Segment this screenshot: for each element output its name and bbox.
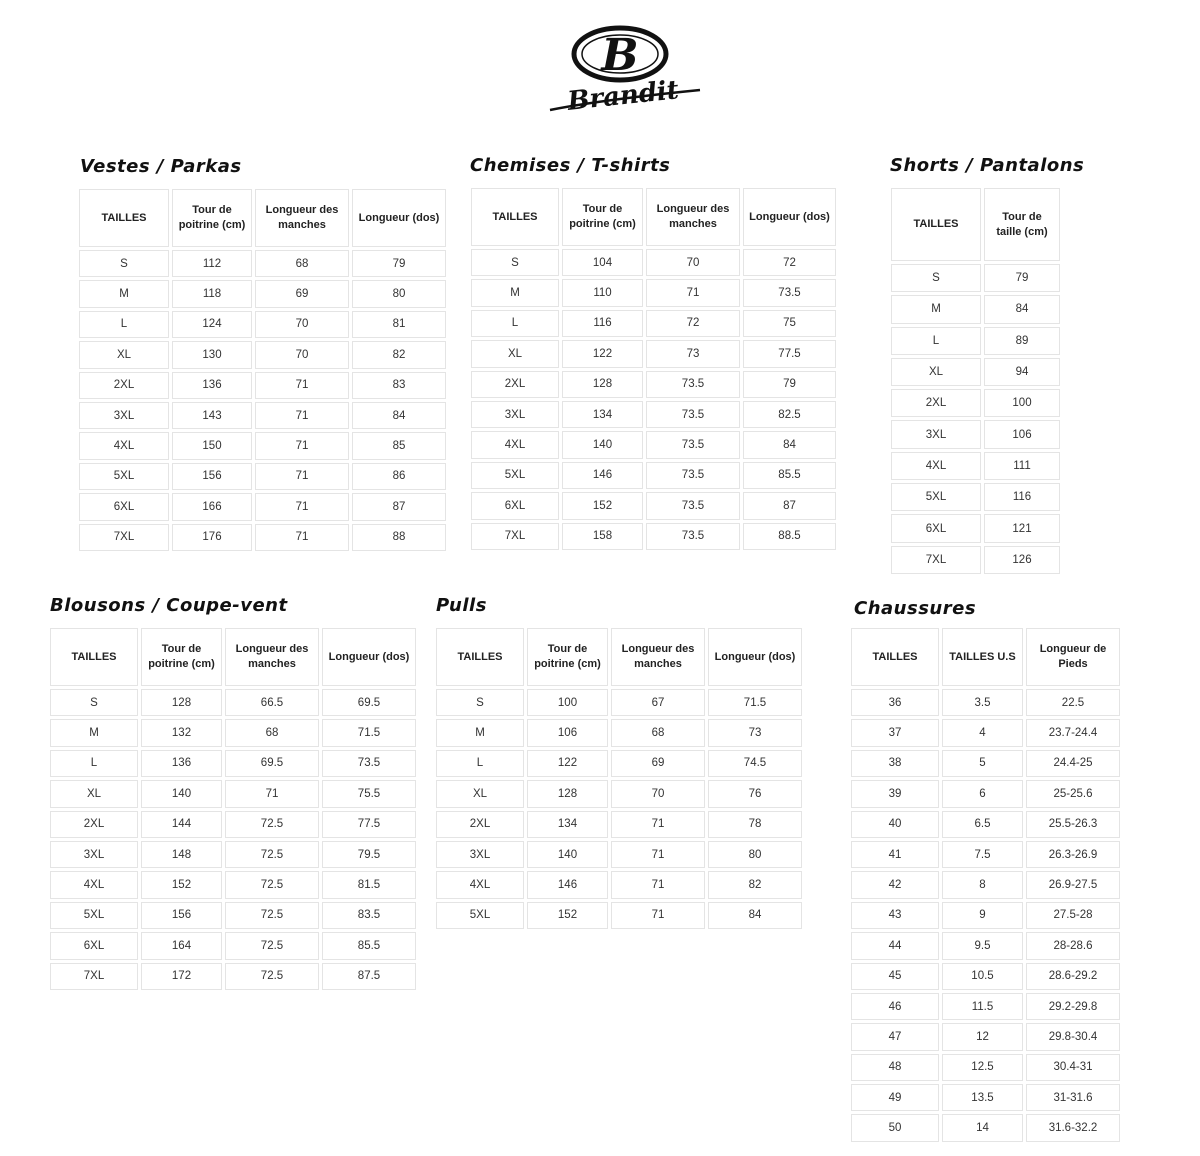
- table-cell: 172: [141, 963, 222, 990]
- table-header-cell: Longueur de Pieds: [1026, 628, 1120, 686]
- table-cell: 71: [611, 811, 705, 838]
- size-label-cell: 7XL: [50, 963, 138, 990]
- table-cell: 87: [352, 493, 446, 520]
- table-cell: 85: [352, 432, 446, 459]
- size-label-cell: 2XL: [50, 811, 138, 838]
- table-header-cell: Longueur des manches: [225, 628, 319, 686]
- size-label-cell: 2XL: [79, 372, 169, 399]
- size-label-cell: S: [79, 250, 169, 277]
- table-cell: 156: [172, 463, 252, 490]
- table-cell: 71: [255, 524, 349, 551]
- table-cell: 112: [172, 250, 252, 277]
- table-cell: 150: [172, 432, 252, 459]
- table-cell: 152: [527, 902, 608, 929]
- table-header-cell: TAILLES: [50, 628, 138, 686]
- table-cell: 80: [708, 841, 802, 868]
- size-label-cell: 5XL: [891, 483, 981, 511]
- size-label-cell: 37: [851, 719, 939, 746]
- table-cell: 83.5: [322, 902, 416, 929]
- table-cell: 23.7-24.4: [1026, 719, 1120, 746]
- table-header-cell: TAILLES: [79, 189, 169, 247]
- table-cell: 82: [708, 871, 802, 898]
- table-cell: 73.5: [322, 750, 416, 777]
- size-label-cell: XL: [471, 340, 559, 367]
- size-label-cell: L: [436, 750, 524, 777]
- table-header-cell: Longueur (dos): [743, 188, 836, 246]
- size-label-cell: 40: [851, 811, 939, 838]
- size-label-cell: 6XL: [79, 493, 169, 520]
- table-cell: 130: [172, 341, 252, 368]
- size-label-cell: 47: [851, 1023, 939, 1050]
- table-cell: 72: [646, 310, 740, 337]
- table-cell: 68: [255, 250, 349, 277]
- table-cell: 128: [141, 689, 222, 716]
- table-cell: 106: [984, 420, 1060, 448]
- logo-emblem: [574, 28, 666, 81]
- table-cell: 31-31.6: [1026, 1084, 1120, 1111]
- table-cell: 111: [984, 452, 1060, 480]
- table-cell: 73.5: [646, 523, 740, 550]
- table-cell: 70: [255, 311, 349, 338]
- table-cell: 74.5: [708, 750, 802, 777]
- table-cell: 72.5: [225, 841, 319, 868]
- table-cell: 73.5: [743, 279, 836, 306]
- table-cell: 68: [611, 719, 705, 746]
- size-label-cell: L: [50, 750, 138, 777]
- size-label-cell: M: [50, 719, 138, 746]
- size-label-cell: 7XL: [891, 546, 981, 574]
- table-cell: 4: [942, 719, 1023, 746]
- table-cell: 71: [255, 463, 349, 490]
- table-cell: 140: [562, 431, 643, 458]
- table-cell: 176: [172, 524, 252, 551]
- size-label-cell: 5XL: [471, 462, 559, 489]
- size-label-cell: 3XL: [79, 402, 169, 429]
- size-label-cell: 6XL: [891, 514, 981, 542]
- size-label-cell: 3XL: [891, 420, 981, 448]
- table-cell: 27.5-28: [1026, 902, 1120, 929]
- table-cell: 152: [562, 492, 643, 519]
- size-label-cell: 39: [851, 780, 939, 807]
- size-label-cell: 5XL: [436, 902, 524, 929]
- size-label-cell: XL: [79, 341, 169, 368]
- table-cell: 5: [942, 750, 1023, 777]
- size-label-cell: 4XL: [891, 452, 981, 480]
- size-label-cell: 38: [851, 750, 939, 777]
- table-cell: 28-28.6: [1026, 932, 1120, 959]
- table-cell: 89: [984, 327, 1060, 355]
- table-cell: 71.5: [708, 689, 802, 716]
- table-header-cell: Tour de poitrine (cm): [141, 628, 222, 686]
- table-header-cell: Longueur des manches: [646, 188, 740, 246]
- size-table-pulls: [436, 628, 802, 929]
- size-label-cell: XL: [50, 780, 138, 807]
- size-label-cell: M: [471, 279, 559, 306]
- size-label-cell: 45: [851, 963, 939, 990]
- size-table-vestes: [79, 189, 446, 551]
- table-cell: 71: [611, 871, 705, 898]
- table-cell: 73.5: [646, 462, 740, 489]
- section-chemises: [470, 155, 670, 176]
- table-cell: 164: [141, 932, 222, 959]
- size-label-cell: 7XL: [79, 524, 169, 551]
- table-cell: 80: [352, 280, 446, 307]
- table-header-cell: TAILLES: [851, 628, 939, 686]
- table-cell: 71: [255, 432, 349, 459]
- table-cell: 84: [708, 902, 802, 929]
- table-cell: 10.5: [942, 963, 1023, 990]
- table-cell: 26.9-27.5: [1026, 871, 1120, 898]
- section-title-pulls: Pulls: [436, 595, 487, 616]
- table-cell: 88.5: [743, 523, 836, 550]
- table-cell: 140: [527, 841, 608, 868]
- size-table-chemises: [471, 188, 836, 550]
- section-blousons: [50, 595, 288, 616]
- table-cell: 132: [141, 719, 222, 746]
- table-cell: 116: [984, 483, 1060, 511]
- table-cell: 84: [743, 431, 836, 458]
- table-header-cell: Longueur (dos): [352, 189, 446, 247]
- table-cell: 86: [352, 463, 446, 490]
- table-cell: 11.5: [942, 993, 1023, 1020]
- table-cell: 71: [255, 493, 349, 520]
- table-cell: 124: [172, 311, 252, 338]
- table-cell: 71: [611, 902, 705, 929]
- size-label-cell: 6XL: [471, 492, 559, 519]
- table-cell: 87: [743, 492, 836, 519]
- size-table-chaussures: [851, 628, 1120, 1142]
- table-cell: 71: [611, 841, 705, 868]
- size-label-cell: 4XL: [79, 432, 169, 459]
- table-cell: 166: [172, 493, 252, 520]
- table-header-cell: Tour de poitrine (cm): [562, 188, 643, 246]
- table-cell: 94: [984, 358, 1060, 386]
- table-cell: 88: [352, 524, 446, 551]
- table-cell: 158: [562, 523, 643, 550]
- size-label-cell: 41: [851, 841, 939, 868]
- table-cell: 118: [172, 280, 252, 307]
- table-cell: 100: [984, 389, 1060, 417]
- table-cell: 81.5: [322, 871, 416, 898]
- table-cell: 122: [527, 750, 608, 777]
- size-label-cell: 2XL: [436, 811, 524, 838]
- size-label-cell: M: [436, 719, 524, 746]
- table-cell: 68: [225, 719, 319, 746]
- table-cell: 71: [255, 372, 349, 399]
- table-cell: 84: [984, 295, 1060, 323]
- table-cell: 66.5: [225, 689, 319, 716]
- size-label-cell: 4XL: [471, 431, 559, 458]
- logo-wordmark: Brandit: [566, 75, 681, 117]
- table-cell: 110: [562, 279, 643, 306]
- table-cell: 73: [646, 340, 740, 367]
- table-cell: 6: [942, 780, 1023, 807]
- table-header-cell: TAILLES U.S: [942, 628, 1023, 686]
- table-cell: 79: [352, 250, 446, 277]
- table-header-cell: Tour de taille (cm): [984, 188, 1060, 261]
- table-cell: 143: [172, 402, 252, 429]
- table-cell: 85.5: [322, 932, 416, 959]
- section-shorts: [890, 155, 1084, 176]
- table-cell: 73.5: [646, 431, 740, 458]
- size-label-cell: 6XL: [50, 932, 138, 959]
- section-pulls: [436, 595, 487, 616]
- table-cell: 79: [743, 371, 836, 398]
- size-label-cell: 2XL: [471, 371, 559, 398]
- table-cell: 128: [562, 371, 643, 398]
- table-cell: 128: [527, 780, 608, 807]
- brandit-logo: [540, 18, 710, 118]
- table-cell: 25-25.6: [1026, 780, 1120, 807]
- size-label-cell: S: [471, 249, 559, 276]
- table-cell: 134: [527, 811, 608, 838]
- section-vestes: [80, 156, 242, 177]
- table-cell: 14: [942, 1114, 1023, 1141]
- table-header-cell: Tour de poitrine (cm): [527, 628, 608, 686]
- table-cell: 69.5: [225, 750, 319, 777]
- table-cell: 144: [141, 811, 222, 838]
- size-label-cell: 46: [851, 993, 939, 1020]
- table-cell: 156: [141, 902, 222, 929]
- section-title-chemises: Chemises / T-shirts: [470, 155, 671, 176]
- size-label-cell: XL: [891, 358, 981, 386]
- section-title-blousons: Blousons / Coupe-vent: [50, 595, 288, 616]
- table-cell: 77.5: [743, 340, 836, 367]
- table-cell: 140: [141, 780, 222, 807]
- table-cell: 28.6-29.2: [1026, 963, 1120, 990]
- size-label-cell: S: [50, 689, 138, 716]
- table-cell: 85.5: [743, 462, 836, 489]
- table-cell: 77.5: [322, 811, 416, 838]
- size-label-cell: 7XL: [471, 523, 559, 550]
- table-cell: 87.5: [322, 963, 416, 990]
- table-cell: 22.5: [1026, 689, 1120, 716]
- table-cell: 73: [708, 719, 802, 746]
- size-label-cell: 5XL: [50, 902, 138, 929]
- size-label-cell: 43: [851, 902, 939, 929]
- table-cell: 116: [562, 310, 643, 337]
- table-cell: 70: [646, 249, 740, 276]
- table-cell: 6.5: [942, 811, 1023, 838]
- table-header-cell: Longueur (dos): [322, 628, 416, 686]
- section-title-vestes: Vestes / Parkas: [80, 156, 242, 177]
- table-cell: 73.5: [646, 401, 740, 428]
- size-table-blousons: [50, 628, 416, 990]
- size-label-cell: 44: [851, 932, 939, 959]
- table-cell: 73.5: [646, 371, 740, 398]
- table-cell: 82: [352, 341, 446, 368]
- table-header-cell: TAILLES: [436, 628, 524, 686]
- table-cell: 136: [141, 750, 222, 777]
- size-label-cell: 48: [851, 1054, 939, 1081]
- size-label-cell: S: [891, 264, 981, 292]
- table-cell: 134: [562, 401, 643, 428]
- table-cell: 100: [527, 689, 608, 716]
- section-chaussures: [854, 598, 976, 619]
- size-table-shorts: [891, 188, 1060, 574]
- table-cell: 146: [527, 871, 608, 898]
- table-header-cell: Longueur (dos): [708, 628, 802, 686]
- section-title-shorts: Shorts / Pantalons: [890, 155, 1085, 176]
- table-cell: 26.3-26.9: [1026, 841, 1120, 868]
- table-cell: 75: [743, 310, 836, 337]
- table-cell: 79.5: [322, 841, 416, 868]
- table-cell: 12: [942, 1023, 1023, 1050]
- table-cell: 13.5: [942, 1084, 1023, 1111]
- table-cell: 72.5: [225, 932, 319, 959]
- size-label-cell: S: [436, 689, 524, 716]
- table-cell: 122: [562, 340, 643, 367]
- table-cell: 152: [141, 871, 222, 898]
- table-cell: 121: [984, 514, 1060, 542]
- table-header-cell: Longueur des manches: [611, 628, 705, 686]
- size-label-cell: 49: [851, 1084, 939, 1111]
- table-cell: 84: [352, 402, 446, 429]
- table-cell: 79: [984, 264, 1060, 292]
- size-label-cell: 50: [851, 1114, 939, 1141]
- table-cell: 69: [611, 750, 705, 777]
- table-cell: 72.5: [225, 811, 319, 838]
- table-cell: 72.5: [225, 963, 319, 990]
- table-cell: 126: [984, 546, 1060, 574]
- table-header-cell: TAILLES: [471, 188, 559, 246]
- table-cell: 72: [743, 249, 836, 276]
- size-label-cell: L: [79, 311, 169, 338]
- size-label-cell: 2XL: [891, 389, 981, 417]
- table-cell: 75.5: [322, 780, 416, 807]
- table-cell: 71: [255, 402, 349, 429]
- table-cell: 8: [942, 871, 1023, 898]
- size-label-cell: M: [79, 280, 169, 307]
- size-label-cell: 3XL: [471, 401, 559, 428]
- table-cell: 9.5: [942, 932, 1023, 959]
- section-title-chaussures: Chaussures: [854, 598, 977, 619]
- table-cell: 31.6-32.2: [1026, 1114, 1120, 1141]
- table-cell: 69.5: [322, 689, 416, 716]
- table-cell: 30.4-31: [1026, 1054, 1120, 1081]
- size-label-cell: 4XL: [436, 871, 524, 898]
- table-cell: 104: [562, 249, 643, 276]
- table-cell: 25.5-26.3: [1026, 811, 1120, 838]
- table-cell: 148: [141, 841, 222, 868]
- table-cell: 24.4-25: [1026, 750, 1120, 777]
- table-header-cell: Longueur des manches: [255, 189, 349, 247]
- table-header-cell: TAILLES: [891, 188, 981, 261]
- table-cell: 70: [255, 341, 349, 368]
- table-cell: 136: [172, 372, 252, 399]
- table-cell: 81: [352, 311, 446, 338]
- size-label-cell: 36: [851, 689, 939, 716]
- table-cell: 3.5: [942, 689, 1023, 716]
- table-cell: 106: [527, 719, 608, 746]
- table-cell: 76: [708, 780, 802, 807]
- size-label-cell: 3XL: [436, 841, 524, 868]
- table-cell: 29.2-29.8: [1026, 993, 1120, 1020]
- table-cell: 73.5: [646, 492, 740, 519]
- size-label-cell: 42: [851, 871, 939, 898]
- table-cell: 78: [708, 811, 802, 838]
- table-header-cell: Tour de poitrine (cm): [172, 189, 252, 247]
- table-cell: 70: [611, 780, 705, 807]
- table-cell: 72.5: [225, 871, 319, 898]
- size-label-cell: L: [891, 327, 981, 355]
- table-cell: 29.8-30.4: [1026, 1023, 1120, 1050]
- size-label-cell: 5XL: [79, 463, 169, 490]
- size-label-cell: M: [891, 295, 981, 323]
- table-cell: 9: [942, 902, 1023, 929]
- size-label-cell: XL: [436, 780, 524, 807]
- table-cell: 72.5: [225, 902, 319, 929]
- table-cell: 67: [611, 689, 705, 716]
- table-cell: 71: [225, 780, 319, 807]
- table-cell: 71: [646, 279, 740, 306]
- size-label-cell: 4XL: [50, 871, 138, 898]
- table-cell: 69: [255, 280, 349, 307]
- logo-initial: B: [601, 30, 639, 81]
- table-cell: 83: [352, 372, 446, 399]
- table-cell: 146: [562, 462, 643, 489]
- table-cell: 71.5: [322, 719, 416, 746]
- table-cell: 12.5: [942, 1054, 1023, 1081]
- table-cell: 82.5: [743, 401, 836, 428]
- size-label-cell: 3XL: [50, 841, 138, 868]
- table-cell: 7.5: [942, 841, 1023, 868]
- size-label-cell: L: [471, 310, 559, 337]
